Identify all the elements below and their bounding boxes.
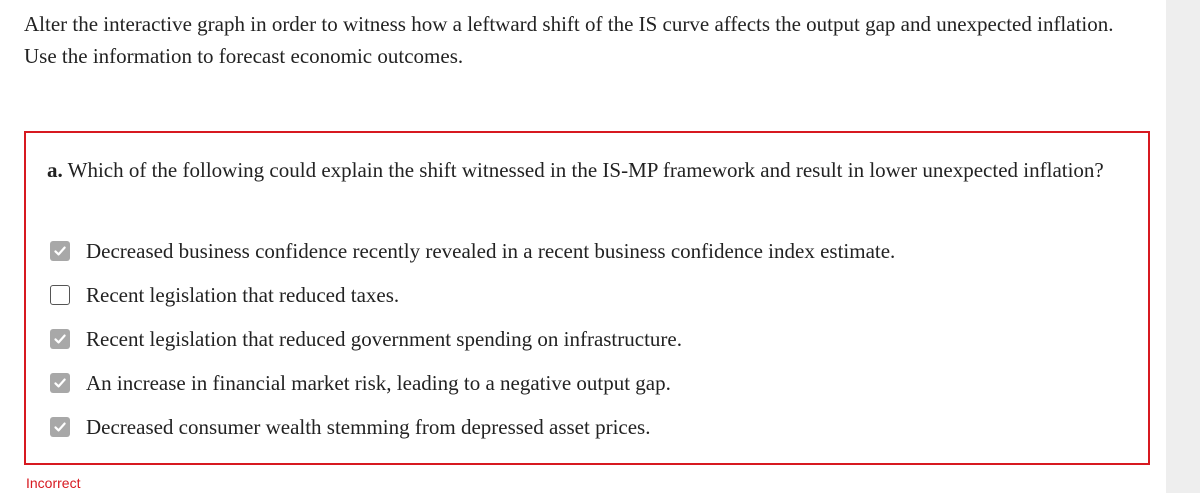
option-4[interactable] [50,361,895,405]
option-5[interactable] [50,405,895,449]
option-3[interactable] [50,317,895,361]
checkmark-icon [53,332,67,346]
option-3-label: Recent legislation that reduced government spending on infrastructure. [86,327,682,351]
option-2[interactable] [50,273,895,317]
right-gutter [1166,0,1200,493]
question-body: Which of the following could explain the shift witnessed in the IS-MP framework and result in lower unexpected inflation? [67,158,1104,182]
checkmark-icon [53,420,67,434]
checkmark-icon [53,244,67,258]
option-2-label: Recent legislation that reduced taxes. [86,283,400,307]
option-3-checkbox[interactable] [50,329,70,349]
question-box [24,131,1150,465]
option-1-checkbox[interactable] [50,241,70,261]
option-1[interactable] [50,229,895,273]
option-5-label: Decreased consumer wealth stemming from depressed asset prices. [86,415,651,439]
answer-options [50,229,895,449]
option-2-checkbox[interactable] [50,285,70,305]
option-4-checkbox[interactable] [50,373,70,393]
option-5-checkbox[interactable] [50,417,70,437]
question-text [47,154,1107,186]
prompt-text: Alter the interactive graph in order to witness how a leftward shift of the IS curve affects the output gap and unexpected inflation. Use the information to forecast economic outcomes. [24,12,1114,68]
question-letter: a. [47,158,63,182]
option-4-label: An increase in financial market risk, leading to a negative output gap. [86,371,671,395]
status-incorrect: Incorrect [26,475,81,491]
option-1-label: Decreased business confidence recently revealed in a recent business confidence index estimate. [86,239,896,263]
checkmark-icon [53,376,67,390]
